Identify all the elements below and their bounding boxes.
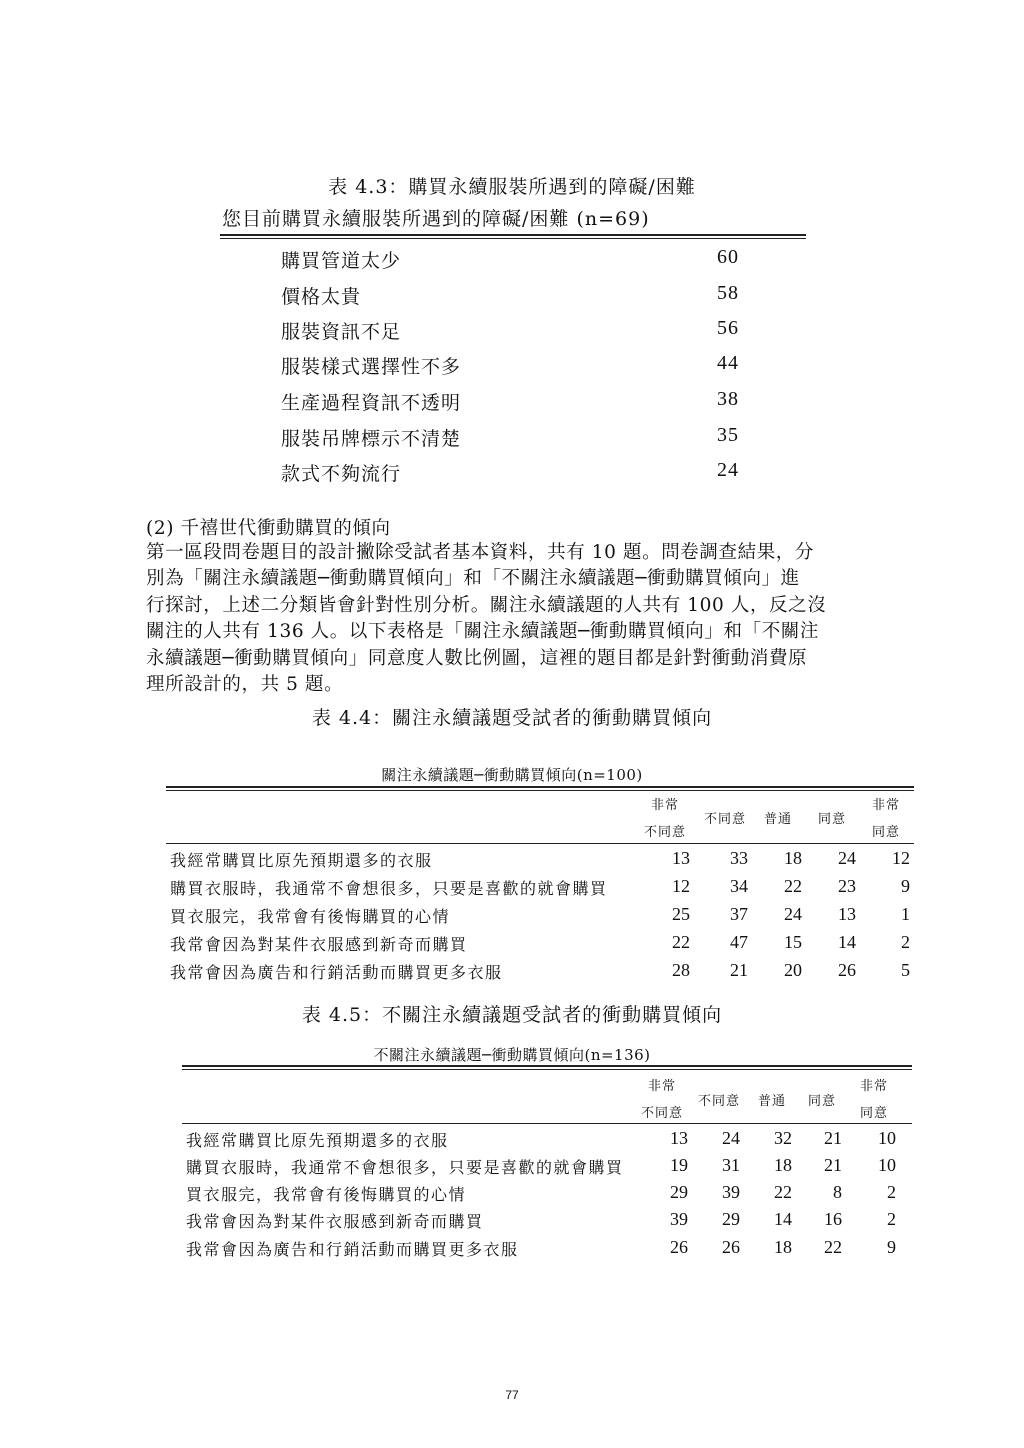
row-label: 款式不夠流行 <box>281 463 402 485</box>
value-neutral: 14 <box>774 1209 792 1229</box>
value-strongly-disagree: 13 <box>672 848 690 868</box>
value-agree: 26 <box>838 960 856 980</box>
value-strongly-agree: 9 <box>901 876 910 896</box>
section-heading: (2) 千禧世代衝動購買的傾向 <box>146 518 391 539</box>
table-row <box>281 317 751 347</box>
value-agree: 22 <box>824 1237 842 1257</box>
row-label: 我常會因為對某件衣服感到新奇而購買 <box>170 935 468 954</box>
table-row <box>186 1182 912 1210</box>
header-line: 不同意 <box>640 1106 683 1121</box>
table-row <box>186 1209 912 1237</box>
table-row <box>281 352 751 382</box>
value-disagree: 29 <box>722 1209 740 1229</box>
table-row <box>170 904 914 932</box>
value-strongly-agree: 12 <box>892 848 910 868</box>
value-disagree: 37 <box>730 904 748 924</box>
value-neutral: 24 <box>784 904 802 924</box>
table-4-5-top-rule <box>182 1065 912 1070</box>
value-neutral: 32 <box>774 1128 792 1148</box>
header-agree: 同意 <box>807 1094 836 1109</box>
table-row <box>170 876 914 904</box>
table-row <box>281 388 751 418</box>
row-value: 58 <box>717 282 739 304</box>
value-neutral: 15 <box>784 932 802 952</box>
value-agree: 8 <box>833 1182 842 1202</box>
row-label: 購買衣服時，我通常不會想很多，只要是喜歡的就會購買 <box>170 879 608 898</box>
value-neutral: 22 <box>784 876 802 896</box>
row-label: 價格太貴 <box>281 286 362 308</box>
header-line: 非常 <box>647 1079 676 1094</box>
value-disagree: 26 <box>722 1237 740 1257</box>
value-strongly-disagree: 26 <box>670 1237 688 1257</box>
table-row <box>186 1155 912 1183</box>
row-label: 買衣服完，我常會有後悔購買的心情 <box>170 907 451 926</box>
value-strongly-agree: 2 <box>887 1182 896 1202</box>
table-row <box>281 424 751 454</box>
value-strongly-disagree: 12 <box>672 876 690 896</box>
table-4-4-top-rule <box>166 786 914 791</box>
row-value: 24 <box>717 459 739 481</box>
paragraph-line: 關注的人共有 136 人。以下表格是「關注永續議題─衝動購買傾向」和「不關注 <box>146 621 820 642</box>
table-4-5-subcaption: 不關注永續議題─衝動購買傾向(n=136) <box>373 1046 651 1064</box>
header-disagree: 不同意 <box>703 812 746 827</box>
value-strongly-disagree: 29 <box>670 1182 688 1202</box>
paragraph-line: 別為「關注永續議題─衝動購買傾向」和「不關注永續議題─衝動購買傾向」進 <box>146 568 800 589</box>
table-4-4-header-rule <box>166 843 914 844</box>
value-disagree: 34 <box>730 876 748 896</box>
row-label: 我常會因為廣告和行銷活動而購買更多衣服 <box>170 963 503 982</box>
value-strongly-agree: 9 <box>887 1237 896 1257</box>
header-strongly-disagree <box>640 794 690 840</box>
table-row <box>170 848 914 876</box>
table-row <box>281 246 751 276</box>
row-label: 買衣服完，我常會有後悔購買的心情 <box>186 1185 467 1204</box>
header-line: 同意 <box>871 825 900 840</box>
row-value: 35 <box>717 424 739 446</box>
value-strongly-disagree: 25 <box>672 904 690 924</box>
table-row <box>170 932 914 960</box>
paragraph-line: 第一區段問卷題目的設計撇除受試者基本資料，共有 10 題。問卷調查結果，分 <box>146 542 815 563</box>
header-strongly-agree <box>852 1075 896 1121</box>
value-strongly-disagree: 13 <box>670 1128 688 1148</box>
header-line: 非常 <box>859 1079 888 1094</box>
row-label: 我常會因為廣告和行銷活動而購買更多衣服 <box>186 1240 519 1259</box>
row-value: 38 <box>717 388 739 410</box>
table-4-3-top-rule <box>220 234 806 239</box>
value-agree: 24 <box>838 848 856 868</box>
table-row <box>281 459 751 489</box>
row-value: 60 <box>717 246 739 268</box>
row-value: 56 <box>717 317 739 339</box>
table-4-5-caption: 表 4.5：不關注永續議題受試者的衝動購買傾向 <box>301 1004 723 1026</box>
header-line: 非常 <box>650 798 679 813</box>
value-agree: 13 <box>838 904 856 924</box>
paragraph-line: 行探討，上述二分類皆會針對性別分析。關注永續議題的人共有 100 人，反之沒 <box>146 595 827 616</box>
value-disagree: 47 <box>730 932 748 952</box>
table-4-5-header-rule <box>182 1123 912 1124</box>
value-strongly-agree: 2 <box>887 1209 896 1229</box>
value-strongly-agree: 10 <box>878 1155 896 1175</box>
row-label: 服裝樣式選擇性不多 <box>281 356 462 378</box>
table-4-4-caption: 表 4.4：關注永續議題受試者的衝動購買傾向 <box>311 707 713 729</box>
value-disagree: 31 <box>722 1155 740 1175</box>
table-row <box>281 282 751 312</box>
value-agree: 21 <box>824 1155 842 1175</box>
value-strongly-disagree: 19 <box>670 1155 688 1175</box>
row-label: 購買管道太少 <box>281 250 402 272</box>
row-label: 我經常購買比原先預期還多的衣服 <box>170 851 433 870</box>
row-label: 服裝資訊不足 <box>281 321 402 343</box>
page-number: 77 <box>505 1388 519 1402</box>
header-line: 非常 <box>871 798 900 813</box>
value-strongly-agree: 2 <box>901 932 910 952</box>
header-neutral: 普通 <box>757 1094 786 1109</box>
value-disagree: 39 <box>722 1182 740 1202</box>
value-agree: 14 <box>838 932 856 952</box>
value-neutral: 18 <box>774 1237 792 1257</box>
table-row <box>186 1237 912 1265</box>
row-label: 購買衣服時，我通常不會想很多，只要是喜歡的就會購買 <box>186 1158 624 1177</box>
value-agree: 16 <box>824 1209 842 1229</box>
table-4-3-subcaption: 您目前購買永續服裝所遇到的障礙/困難 (n=69) <box>222 208 650 230</box>
value-disagree: 24 <box>722 1128 740 1148</box>
table-row <box>170 960 914 988</box>
value-disagree: 33 <box>730 848 748 868</box>
value-strongly-disagree: 22 <box>672 932 690 952</box>
header-neutral: 普通 <box>763 812 792 827</box>
header-line: 同意 <box>859 1106 888 1121</box>
table-4-4-subcaption: 關注永續議題─衝動購買傾向(n=100) <box>381 766 643 784</box>
table-4-3-caption: 表 4.3：購買永續服裝所遇到的障礙/困難 <box>328 176 696 198</box>
value-strongly-agree: 10 <box>878 1128 896 1148</box>
value-neutral: 22 <box>774 1182 792 1202</box>
value-neutral: 20 <box>784 960 802 980</box>
value-strongly-disagree: 28 <box>672 960 690 980</box>
header-line: 不同意 <box>643 825 686 840</box>
table-row <box>186 1128 912 1156</box>
row-label: 服裝吊牌標示不清楚 <box>281 428 462 450</box>
value-agree: 21 <box>824 1128 842 1148</box>
value-strongly-disagree: 39 <box>670 1209 688 1229</box>
paragraph-line: 理所設計的，共 5 題。 <box>146 674 344 695</box>
value-disagree: 21 <box>730 960 748 980</box>
paragraph-line: 永續議題─衝動購買傾向」同意度人數比例圖，這裡的題目都是針對衝動消費原 <box>146 648 808 669</box>
row-label: 生產過程資訊不透明 <box>281 392 462 414</box>
header-strongly-agree <box>864 794 908 840</box>
header-agree: 同意 <box>817 812 846 827</box>
value-strongly-agree: 5 <box>901 960 910 980</box>
row-value: 44 <box>717 352 739 374</box>
header-strongly-disagree <box>637 1075 687 1121</box>
value-neutral: 18 <box>774 1155 792 1175</box>
value-neutral: 18 <box>784 848 802 868</box>
value-strongly-agree: 1 <box>901 904 910 924</box>
row-label: 我經常購買比原先預期還多的衣服 <box>186 1131 449 1150</box>
value-agree: 23 <box>838 876 856 896</box>
row-label: 我常會因為對某件衣服感到新奇而購買 <box>186 1212 484 1231</box>
header-disagree: 不同意 <box>697 1094 740 1109</box>
